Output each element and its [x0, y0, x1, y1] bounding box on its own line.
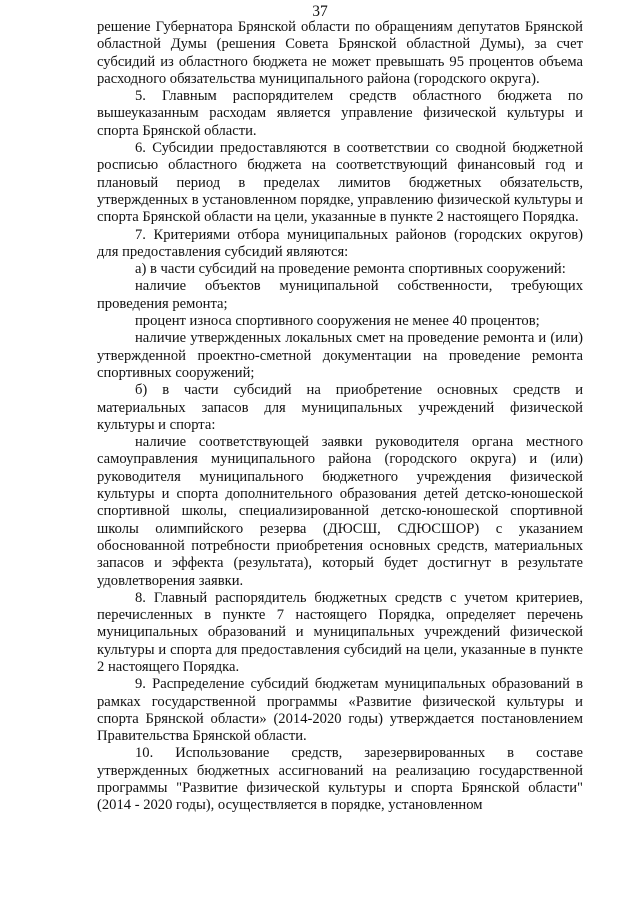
paragraph-item-7a: а) в части субсидий на проведение ремонта спортивных сооружений:: [135, 261, 566, 278]
document-body: [97, 19, 583, 815]
paragraph-item-7: 7. Критериями отбора муниципальных районов (городских округов) для предоставления субсидий являются:: [97, 226, 583, 260]
paragraph-item-8: 8. Главный распорядитель бюджетных средств с учетом критериев, перечисленных в пункте 7 настоящего Порядка, определяет перечень муниципальных образований и муниципальных учреждений физической культуры и спорта для предоставления субсидий на цели, указанные в пункте 2 настоящего Порядка.: [97, 589, 583, 675]
paragraph-item-7a-1: наличие объектов муниципальной собственности, требующих проведения ремонта;: [97, 278, 583, 312]
paragraph-item-7b: б) в части субсидий на приобретение основных средств и материальных запасов для муниципальных учреждений физической культуры и спорта:: [97, 382, 583, 433]
paragraph-item-9: 9. Распределение субсидий бюджетам муниципальных образований в рамках государственной программы «Развитие физической культуры и спорта Брянской области» (2014-2020 годы) утверждается постановлением Правительства Брянской области.: [97, 676, 583, 745]
page-number: 37: [312, 3, 328, 20]
paragraph-item-7b-1: наличие соответствующей заявки руководителя органа местного самоуправления муниципального района (городского округа) и (или) руководителя муниципального бюджетного учреждения физической культуры и спорта дополнительного образования детей детско-юношеской спортивной школы, специализированной детско-юношеской спортивной школы олимпийского резерва (ДЮСШ, СДЮСШОР) с указанием обоснованной потребности приобретения основных средств, материальных запасов и эффекта (результата), который будет достигнут в результате удовлетворения заявки.: [97, 434, 583, 589]
paragraph-item-7a-3: наличие утвержденных локальных смет на проведение ремонта и (или) утвержденной проектно-сметной документации на проведение ремонта спортивных сооружений;: [97, 330, 583, 381]
paragraph-item-10: 10. Использование средств, зарезервированных в составе утвержденных бюджетных ассигнований на реализацию государственной программы "Развитие физической культуры и спорта Брянской области" (2014 - 2020 годы), осуществляется в порядке, установленном: [97, 745, 583, 814]
paragraph-item-7a-2: процент износа спортивного сооружения не менее 40 процентов;: [135, 313, 540, 330]
paragraph-item-5: 5. Главным распорядителем средств областного бюджета по вышеуказанным расходам является управление физической культуры и спорта Брянской области.: [97, 88, 583, 139]
paragraph-item-6: 6. Субсидии предоставляются в соответствии со сводной бюджетной росписью областного бюджета на соответствующий финансовый год и плановый период в пределах лимитов бюджетных обязательств, утвержденных в установленном порядке, управлению физической культуры и спорта Брянской области на цели, указанные в пункте 2 настоящего Порядка.: [97, 140, 583, 226]
paragraph-continuation: решение Губернатора Брянской области по обращениям депутатов Брянской областной Думы (решения Совета Брянской областной Думы), за счет субсидий из областного бюджета не может превышать 95 процентов объема расходного обязательства муниципального района (городского округа).: [97, 19, 583, 87]
